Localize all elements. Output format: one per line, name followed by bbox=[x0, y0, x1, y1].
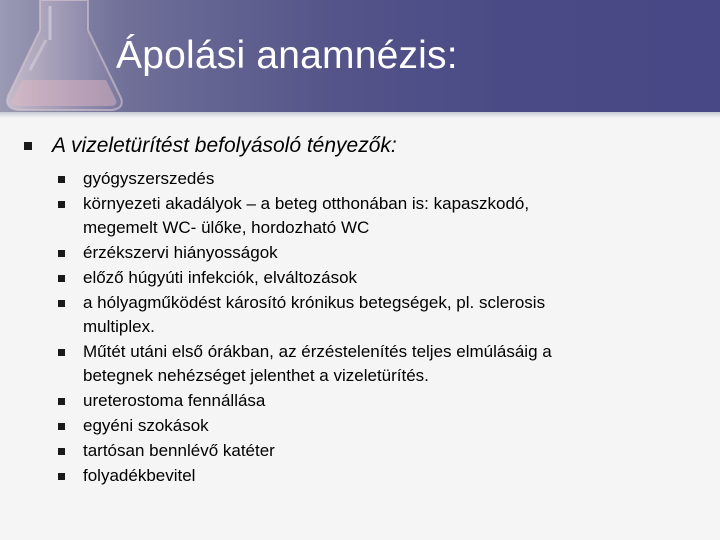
square-bullet-icon bbox=[58, 176, 65, 183]
list-item bbox=[58, 414, 658, 438]
list-item-text: Műtét utáni első órákban, az érzéstelenítés teljes elmúlásáig a betegnek nehézséget jelenthet a vizeletürítés. bbox=[83, 342, 552, 385]
square-bullet-icon bbox=[58, 349, 65, 356]
list-item bbox=[58, 167, 658, 191]
main-bullet-marker bbox=[24, 133, 32, 150]
main-bullet-text: A vizeletürítést befolyásoló tényezők: bbox=[52, 134, 397, 157]
list-item-text: előző húgyúti infekciók, elváltozások bbox=[83, 268, 358, 287]
list-item bbox=[58, 192, 658, 240]
square-bullet-icon bbox=[24, 142, 32, 150]
list-item bbox=[58, 389, 658, 413]
slide-title: Ápolási anamnézis: bbox=[116, 34, 458, 77]
list-item-text: a hólyagműködést károsító krónikus betegségek, pl. sclerosis multiplex. bbox=[83, 293, 546, 336]
square-bullet-icon bbox=[58, 473, 65, 480]
list-item-text: tartósan bennlévő katéter bbox=[83, 441, 275, 460]
sub-bullet-list bbox=[58, 167, 658, 489]
list-item-text: gyógyszerszedés bbox=[83, 169, 215, 188]
list-item bbox=[58, 340, 658, 388]
list-item-text: egyéni szokások bbox=[83, 416, 209, 435]
square-bullet-icon bbox=[58, 423, 65, 430]
list-item-text: érzékszervi hiányosságok bbox=[83, 243, 278, 262]
square-bullet-icon bbox=[58, 300, 65, 307]
list-item bbox=[58, 439, 658, 463]
square-bullet-icon bbox=[58, 448, 65, 455]
list-item-text: ureterostoma fennállása bbox=[83, 391, 266, 410]
list-item bbox=[58, 241, 658, 265]
square-bullet-icon bbox=[58, 398, 65, 405]
square-bullet-icon bbox=[58, 275, 65, 282]
list-item-text: folyadékbevitel bbox=[83, 466, 196, 485]
list-item-text: környezeti akadályok – a beteg otthonában is: kapaszkodó, megemelt WC- ülőke, hordozható WC bbox=[83, 194, 530, 237]
list-item bbox=[58, 291, 658, 339]
square-bullet-icon bbox=[58, 250, 65, 257]
list-item bbox=[58, 464, 658, 488]
square-bullet-icon bbox=[58, 201, 65, 208]
list-item bbox=[58, 266, 658, 290]
